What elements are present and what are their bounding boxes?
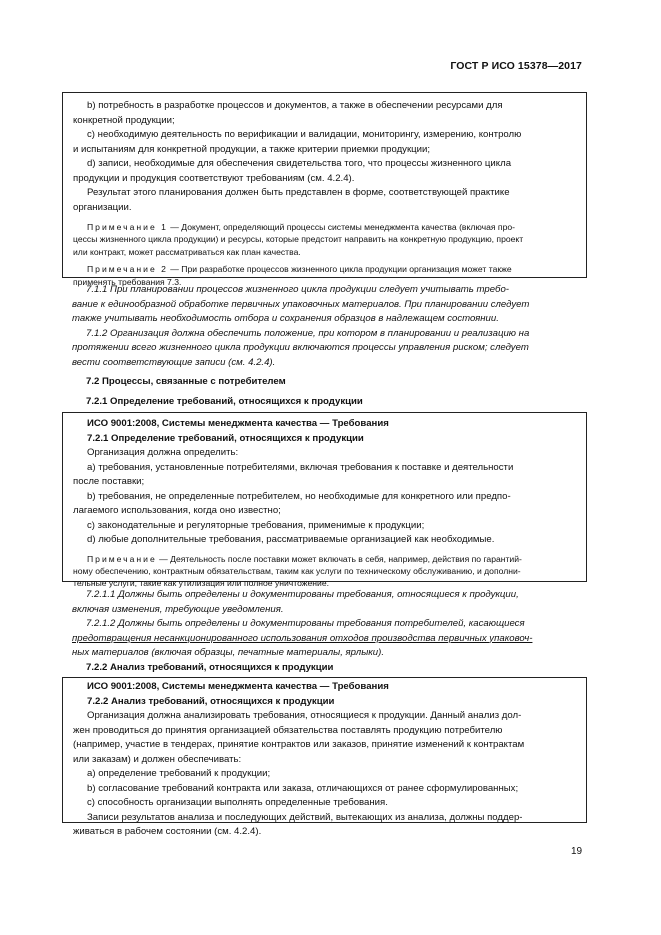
note: Примечание — Деятельность после поставки может включать в себя, например, действия по гарантий- ному обеспечению, контрактным обязательствам, таким как услуги по техническому обслуживанию, и дополни- тельные услуги, такие как утилизация или полное уничтожение.	[73, 553, 522, 589]
planning-result-paragraph: Результат этого планирования должен быть представлен в форме, соответствующей практике организации.	[73, 187, 510, 213]
list-item-c: c) необходимую деятельность по верификации и валидации, мониторингу, измерению, контролю и испытаниям для конкретной продукции, а также критерии приемки продукции;	[73, 129, 522, 155]
section-7-2-1-x	[72, 588, 580, 675]
list-item-b: b) потребность в разработке процессов и документов, а также в обеспечении ресурсами для конкретной продукции;	[73, 100, 503, 126]
list-item-c: c) законодательные и регуляторные требования, применимые к продукции;	[87, 519, 425, 531]
records-paragraph: Записи результатов анализа и последующих действий, вытекающих из анализа, должны поддер- живаться в рабочем состоянии (см. 4.2.4).	[73, 811, 523, 837]
list-item-b: b) согласование требований контракта или заказа, отличающихся от ранее сформулированных;	[87, 782, 519, 794]
analysis-paragraph: Организация должна анализировать требования, относящиеся к продукции. Данный анализ дол- жен проводиться до принятия организацией обязательства поставлять продукцию потребителю (например, участие в тендерах, принятие контрактов или заказов, принятие изменений к контрактам или заказам) и должен обеспечивать:	[73, 710, 525, 765]
note-1: Примечание 1 — Документ, определяющий процессы системы менеджмента качества (включая про- цессы жизненного цикла продукции) и ресурсы, которые предстоит направить на конкретную продукцию, проект или контракт, может рассматриваться как план качества.	[73, 222, 524, 257]
list-item-a: a) требования, установленные потребителями, включая требования к поставке и деятельности после поставки;	[73, 461, 514, 487]
paragraph-7-2-1-1: 7.2.1.1 Должны быть определены и документированы требования, относящиеся к продукции, включая изменения, требующие уведомления.	[72, 589, 519, 615]
subheading-7-2-2: 7.2.2 Анализ требований, относящихся к продукции	[87, 695, 335, 707]
list-item-c: c) способность организации выполнять определенные требования.	[87, 797, 388, 808]
iso-reference: ИСО 9001:2008, Системы менеджмента качества — Требования	[87, 681, 389, 692]
heading-7-2: 7.2 Процессы, связанные с потребителем	[86, 376, 286, 387]
heading-7-2-1: 7.2.1 Определение требований, относящихся к продукции	[86, 396, 363, 407]
list-item-a: a) определение требований к продукции;	[87, 768, 271, 779]
paragraph-7-1-2: 7.1.2 Организация должна обеспечить положение, при котором в планировании и реализацию на протяжении всего жизненного цикла продукции включаются процессы управления риском; следует вести соответствующие записи (см. 4.2.4).	[72, 327, 530, 368]
iso-requirement-box-7-2-2	[62, 677, 587, 837]
paragraph-7-1-1: 7.1.1 При планировании процессов жизненного цикла продукции следует учитывать требо- вание к единообразной обработке первичных упаковочных материалов. При планировании следует также учитывать необходимость отбора и сохранения образцов в надлежащем состоянии.	[72, 284, 530, 324]
intro-line: Организация должна определить:	[87, 447, 239, 458]
list-item-d: d) записи, необходимые для обеспечения свидетельства того, что процессы жизненного цикла продукции и продукция соответствуют требованиям (см. 4.2.4).	[73, 158, 512, 184]
section-7-1-1-and-7-1-2	[72, 283, 580, 370]
iso-requirement-box-planning	[62, 92, 587, 287]
list-item-b: b) требования, не определенные потребителем, но необходимые для конкретного или предпо- лагаемого использования, когда оно известно;	[73, 490, 511, 516]
page-number: 19	[571, 846, 583, 857]
list-item-d: d) любые дополнительные требования, рассматриваемые организацией как необходимые.	[87, 534, 495, 545]
subheading-7-2-1: 7.2.1 Определение требований, относящихся к продукции	[87, 432, 364, 444]
document-header: ГОСТ Р ИСО 15378—2017	[450, 60, 582, 72]
note-2: Примечание 2 — При разработке процессов жизненного цикла продукции организация может также применять требования 7.3.	[73, 264, 512, 287]
paragraph-7-2-1-2: 7.2.1.2 Должны быть определены и документированы требования потребителей, касающиеся предотвращения несанкционированного использования отходов производства первичных упаковоч- ных материалов (включая образцы, печатные материалы, ярлыки).	[72, 618, 533, 658]
iso-reference: ИСО 9001:2008, Системы менеджмента качества — Требования	[87, 418, 389, 429]
heading-7-2-2: 7.2.2 Анализ требований, относящихся к продукции	[86, 661, 334, 673]
iso-requirement-box-7-2-1	[62, 412, 587, 589]
